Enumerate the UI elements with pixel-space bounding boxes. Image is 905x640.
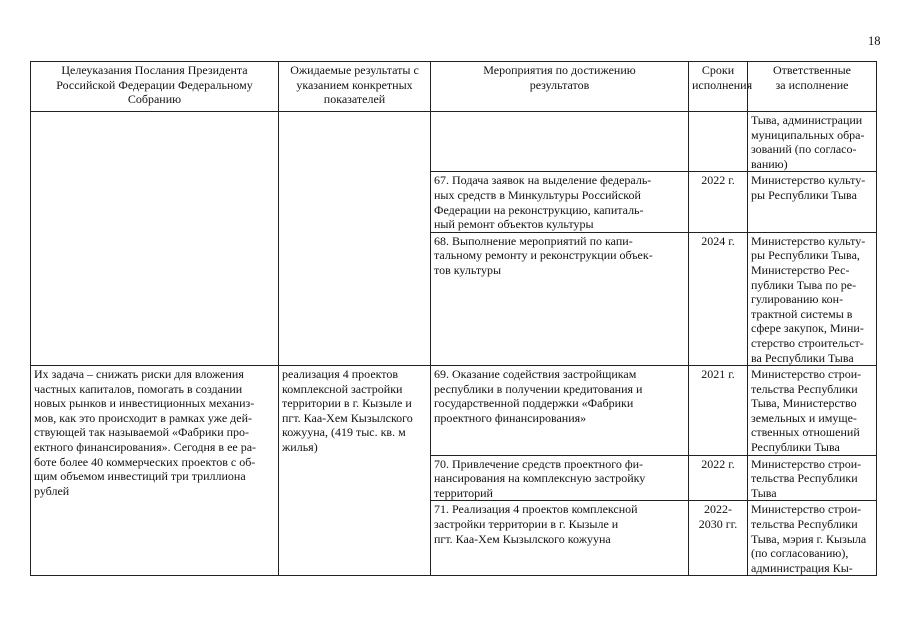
header-goal: Целеуказания Послания Президента Российской Федерации Федеральному Собранию xyxy=(31,62,279,112)
result-cell: реализация 4 проектов комплексной застройки территории в г. Кызыле и пгт. Каа-Хем Кызылского кожууна, (419 тыс. кв. м жилья) xyxy=(279,366,431,576)
page-number: 18 xyxy=(868,34,881,48)
responsible-cell: Министерство культу- ры Республики Тыва xyxy=(748,172,877,232)
header-responsible: Ответственные за исполнение xyxy=(748,62,877,112)
header-deadline: Сроки исполнения xyxy=(689,62,748,112)
responsible-cell: Министерство строи- тельства Республики Тыва, мэрия г. Кызыла (по согласованию), администрация Кы- xyxy=(748,501,877,576)
responsible-cell: Министерство строи- тельства Республики Тыва, Министерство земельных и имуще- ственных отношений Республики Тыва xyxy=(748,366,877,456)
action-cell-empty xyxy=(431,112,689,172)
deadline-cell: 2024 г. xyxy=(689,232,748,365)
table-row xyxy=(31,366,877,456)
deadline-cell: 2021 г. xyxy=(689,366,748,456)
deadline-cell-empty xyxy=(689,112,748,172)
header-results: Ожидаемые результаты с указанием конкретных показателей xyxy=(279,62,431,112)
result-cell-empty xyxy=(279,112,431,366)
deadline-cell: 2022 г. xyxy=(689,455,748,501)
goal-cell-empty xyxy=(31,112,279,366)
table-header-row xyxy=(31,62,877,112)
header-actions: Мероприятия по достижению результатов xyxy=(431,62,689,112)
deadline-cell: 2022 г. xyxy=(689,172,748,232)
responsible-cell: Министерство культу- ры Республики Тыва, Министерство Рес- публики Тыва по ре- гулированию кон- трактной системы в сфере закупок, Мини- стерство строительст- ва Республики Тыва xyxy=(748,232,877,365)
responsible-cell: Министерство строи- тельства Республики Тыва xyxy=(748,455,877,501)
table-row xyxy=(31,112,877,172)
responsible-cell: Тыва, администрации муниципальных обра- зований (по согласо- ванию) xyxy=(748,112,877,172)
action-cell: 70. Привлечение средств проектного фи- нансирования на комплексную застройку территорий xyxy=(431,455,689,501)
goal-cell: Их задача – снижать риски для вложения частных капиталов, помогать в создании новых рынков и инвестиционных механиз- мов, как это происходит в рамках уже дей- ствующей так называемой «Фабрики про- ектного финансирования». Сегодня в ее ра- боте более 40 коммерческих проектов с об- щим объемом инвестиций три триллиона рублей xyxy=(31,366,279,576)
measures-table xyxy=(30,61,877,576)
deadline-cell: 2022- 2030 гг. xyxy=(689,501,748,576)
action-cell: 69. Оказание содействия застройщикам республики в получении кредитования и государственной поддержки «Фабрики проектного финансирования» xyxy=(431,366,689,456)
action-cell: 68. Выполнение мероприятий по капи- тальному ремонту и реконструкции объек- тов культуры xyxy=(431,232,689,365)
action-cell: 67. Подача заявок на выделение федераль- ных средств в Минкультуры Российской Федерации на реконструкцию, капиталь- ный ремонт объектов культуры xyxy=(431,172,689,232)
action-cell: 71. Реализация 4 проектов комплексной застройки территории в г. Кызыле и пгт. Каа-Хем Кызылского кожууна xyxy=(431,501,689,576)
